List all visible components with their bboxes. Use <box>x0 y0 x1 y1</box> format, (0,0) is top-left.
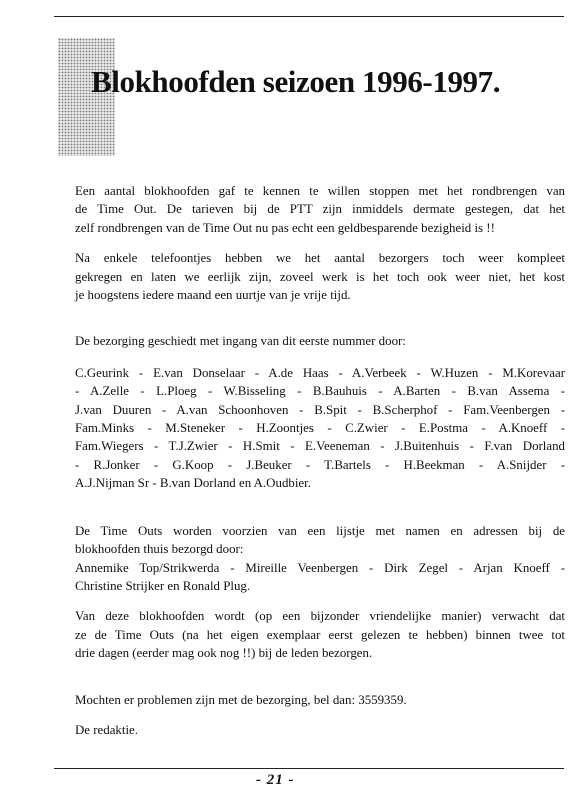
text-line: Na enkele telefoontjes hebben we het aantal bezorgers toch weer kompleet <box>75 251 565 266</box>
text-line: C.Geurink - E.van Donselaar - A.de Haas - A.Verbeek - W.Huzen - M.Korevaar <box>75 365 565 380</box>
text-line: - A.Zelle - L.Ploeg - W.Bisseling - B.Bauhuis - A.Barten - B.van Assema - <box>75 384 565 399</box>
text-line: Annemike Top/Strikwerda - Mireille Veenbergen - Dirk Zegel - Arjan Knoeff - <box>75 560 565 575</box>
text-line: ze de Time Outs (na het eigen exemplaar eerst gelezen te hebben) binnen twee tot <box>75 627 565 642</box>
page-title: Blokhoofden seizoen 1996-1997. <box>91 64 501 99</box>
text-line: J.van Duuren - A.van Schoonhoven - B.Spit - B.Scherphof - Fam.Veenbergen - <box>75 402 565 417</box>
paragraph-expectation <box>75 607 565 662</box>
text-line: Een aantal blokhoofden gaf te kennen te willen stoppen met het rondbrengen van <box>75 184 565 198</box>
article-body <box>75 182 565 739</box>
paragraph-delivery-intro <box>75 332 565 350</box>
text-line: gekregen en laten we eerlijk zijn, zoveel werk is het toch ook weer niet, het kost <box>75 269 565 284</box>
text-line: drie dagen (eerder mag ook nog !!) bij de leden bezorgen. <box>75 646 373 661</box>
bottom-rule <box>54 768 564 769</box>
text-line: Christine Strijker en Ronald Plug. <box>75 578 251 593</box>
text-line: A.J.Nijman Sr - B.van Dorland en A.Oudbier. <box>75 476 311 491</box>
text-line: je hoogstens iedere maand een uurtje van je vrije tijd. <box>75 288 351 303</box>
text-line: - R.Jonker - G.Koop - J.Beuker - T.Bartels - H.Beekman - A.Snijder - <box>75 457 565 472</box>
text-line: De redaktie. <box>75 722 138 737</box>
text-line: de Time Out. De tarieven bij de PTT zijn inmiddels dermate gestegen, dat het <box>75 202 565 217</box>
text-line: Fam.Minks - M.Steneker - H.Zoontjes - C.Zwier - E.Postma - A.Knoeff - <box>75 421 565 436</box>
paragraph-phone <box>75 249 565 304</box>
paragraph-deliverer-names <box>75 364 565 493</box>
text-line: Fam.Wiegers - T.J.Zwier - H.Smit - E.Veeneman - J.Buitenhuis - F.van Dorland <box>75 439 565 454</box>
text-line: De bezorging geschiedt met ingang van dit eerste nummer door: <box>75 334 406 349</box>
page-number: - 21 - <box>256 772 295 788</box>
signature <box>75 721 565 739</box>
paragraph-intro <box>75 182 565 237</box>
text-line: blokhoofden thuis bezorgd door: <box>75 542 244 557</box>
top-rule <box>54 16 564 17</box>
paragraph-blokhoofden <box>75 522 565 596</box>
paragraph-contact <box>75 691 565 709</box>
text-line: De Time Outs worden voorzien van een lijstje met namen en adressen bij de <box>75 523 565 538</box>
text-line: zelf rondbrengen van de Time Out nu pas echt een geldbesparende bezigheid is !! <box>75 220 495 235</box>
text-line: Van deze blokhoofden wordt (op een bijzonder vriendelijke manier) verwacht dat <box>75 609 565 624</box>
text-line: Mochten er problemen zijn met de bezorging, bel dan: 3559359. <box>75 692 407 707</box>
